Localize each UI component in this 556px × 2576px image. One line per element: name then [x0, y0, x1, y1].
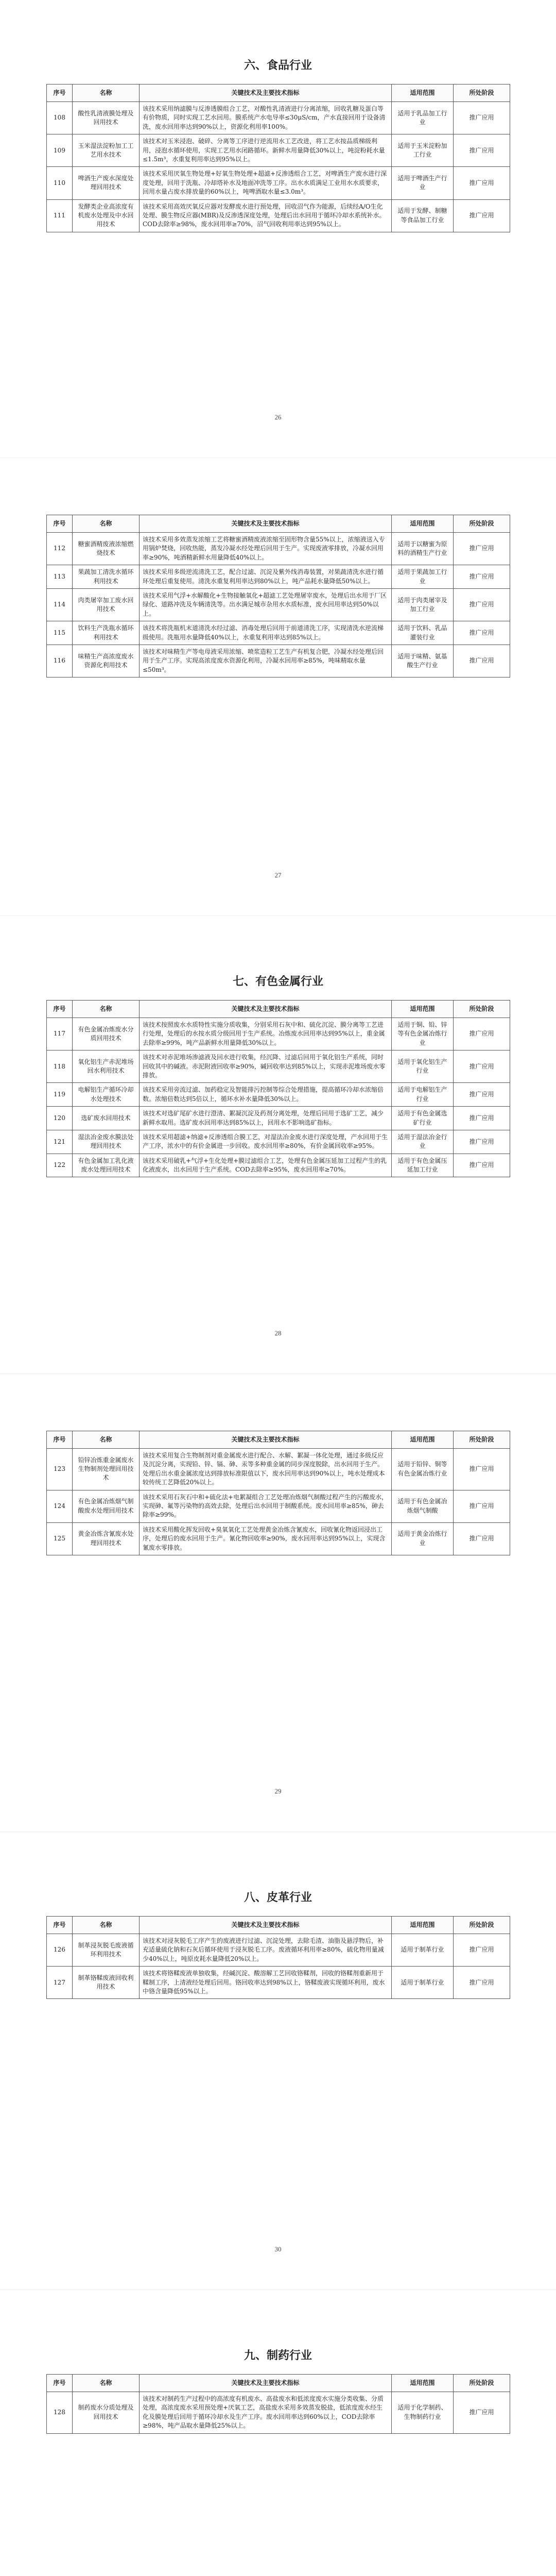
technology-description: 该技术对制药生产过程中的高浓度有机废水、高盐废水和低浓度废水实施分类收集、分质处理，高浓度废水采用预处理+厌氧工艺，高盐废水采用多效蒸发脱盐，低浓度废水经生化及膜处理后回用于循环冷却水及生产工序。废水回用率达到60%以上，COD去除率≥98%，吨产品取水量降低25%以上。 — [140, 2392, 392, 2434]
technology-name: 黄金冶炼含氰废水处理回用技术 — [73, 1522, 140, 1555]
technology-name: 果蔬加工清洗水循环利用技术 — [73, 565, 140, 589]
document-page — [0, 0, 556, 458]
technology-name: 有色金属冶炼废水分质回用技术 — [73, 1018, 140, 1050]
technology-description: 该技术将洗瓶机末道清洗水经过滤、消毒处理后回用于前道清洗工序，实现清洗水逆流梯级使用。洗瓶用水量降低40%以上，水重复利用率达到85%以上。 — [140, 621, 392, 645]
row-number: 127 — [47, 1967, 73, 1999]
application-scope: 适用于饮料、乳品灌装行业 — [392, 621, 454, 645]
technology-table — [46, 1431, 510, 1555]
technology-name: 玉米湿法淀粉加工工艺用水技术 — [73, 134, 140, 167]
column-header: 关键技术及主要技术指标 — [140, 515, 392, 533]
table-row — [47, 533, 510, 565]
column-header: 名称 — [73, 2375, 140, 2392]
column-header: 适用范围 — [392, 1001, 454, 1018]
technology-description: 该技术对味精生产等电母液采用浓缩、喷浆造粒工艺生产有机复合肥，冷凝水经处理后回用于生产工序。实现高浓度废水资源化利用，冷凝水回用率≥85%，吨味精取水量≤50m³。 — [140, 645, 392, 677]
technology-name: 电解铝生产循环冷却水处理技术 — [73, 1083, 140, 1107]
row-number: 112 — [47, 533, 73, 565]
row-number: 108 — [47, 102, 73, 134]
table-row — [47, 1967, 510, 1999]
column-header: 所处阶段 — [454, 1001, 510, 1018]
document-page — [0, 916, 556, 1374]
application-scope: 适用于黄金冶炼行业 — [392, 1522, 454, 1555]
column-header: 适用范围 — [392, 1431, 454, 1449]
application-scope: 适用于化学制药、生物制药行业 — [392, 2392, 454, 2434]
table-row — [47, 1130, 510, 1154]
page-number: 26 — [274, 413, 282, 421]
technology-name: 制革铬鞣废液回收利用技术 — [73, 1967, 140, 1999]
table-row — [47, 645, 510, 677]
application-scope: 适用于铅锌、铜等有色金属冶炼行业 — [392, 1449, 454, 1490]
table-row — [47, 134, 510, 167]
page-number: 30 — [274, 2245, 282, 2253]
technology-name: 选矿废水回用技术 — [73, 1107, 140, 1130]
stage: 推广应用 — [454, 1522, 510, 1555]
table-row — [47, 1934, 510, 1967]
technology-name: 制药废水分质处理及回用技术 — [73, 2392, 140, 2434]
table-row — [47, 1490, 510, 1522]
application-scope: 适用于玉米淀粉加工行业 — [392, 134, 454, 167]
technology-description: 该技术对玉米浸泡、破碎、分离等工序进行逆流用水工艺改进，将工艺水按品质梯级利用，浸泡水循环使用，实现工艺用水闭路循环。新鲜水用量降低30%以上，吨淀粉耗水量≤1.5m³，水重复利用率达到95%以上。 — [140, 134, 392, 167]
page-content — [46, 1431, 510, 1555]
stage: 推广应用 — [454, 588, 510, 621]
application-scope: 适用于有色金属压延加工行业 — [392, 1154, 454, 1177]
column-header: 关键技术及主要技术指标 — [140, 2375, 392, 2392]
row-number: 124 — [47, 1490, 73, 1522]
column-header: 序号 — [47, 515, 73, 533]
application-scope: 适用于乳品加工行业 — [392, 102, 454, 134]
section-title: 八、皮革行业 — [244, 1891, 312, 1904]
column-header: 适用范围 — [392, 515, 454, 533]
page-number: 29 — [274, 1787, 282, 1795]
application-scope: 适用于有色金属冶炼烟气制酸 — [392, 1490, 454, 1522]
technology-description: 该技术采用多级逆流清洗工艺，配合过滤、沉淀及紫外线消毒装置，对果蔬清洗水进行循环处理后重复使用。清洗水重复利用率达到80%以上，吨产品耗水量降低50%以上。 — [140, 565, 392, 589]
technology-description: 该技术采用破乳+气浮+生化处理+膜过滤组合工艺，处理有色金属压延加工过程产生的乳化液废水，出水回用于生产系统。COD去除率≥95%，废水回用率≥70%。 — [140, 1154, 392, 1177]
row-number: 118 — [47, 1050, 73, 1083]
page-content — [46, 973, 510, 1177]
application-scope: 适用于以糖蜜为原料的酒精生产行业 — [392, 533, 454, 565]
technology-name: 有色金属冶炼烟气制酸废水处理回用技术 — [73, 1490, 140, 1522]
page-content — [46, 515, 510, 677]
page-content — [46, 1889, 510, 1999]
page-number: 27 — [274, 871, 282, 879]
page-content — [46, 2347, 510, 2434]
table-row — [47, 1018, 510, 1050]
table-header-row — [47, 2375, 510, 2392]
row-number: 123 — [47, 1449, 73, 1490]
column-header: 关键技术及主要技术指标 — [140, 1431, 392, 1449]
table-row — [47, 102, 510, 134]
column-header: 适用范围 — [392, 2375, 454, 2392]
technology-name: 有色金属加工乳化液废水处理回用技术 — [73, 1154, 140, 1177]
column-header: 名称 — [73, 515, 140, 533]
technology-name: 肉类屠宰加工废水回用技术 — [73, 588, 140, 621]
row-number: 110 — [47, 167, 73, 199]
row-number: 109 — [47, 134, 73, 167]
table-header-row — [47, 84, 510, 102]
row-number: 126 — [47, 1934, 73, 1967]
stage: 推广应用 — [454, 1490, 510, 1522]
table-row — [47, 588, 510, 621]
technology-table — [46, 515, 510, 677]
column-header: 序号 — [47, 1431, 73, 1449]
application-scope: 适用于湿法冶金行业 — [392, 1130, 454, 1154]
application-scope: 适用于制革行业 — [392, 1934, 454, 1967]
row-number: 116 — [47, 645, 73, 677]
stage: 推广应用 — [454, 1107, 510, 1130]
row-number: 115 — [47, 621, 73, 645]
row-number: 120 — [47, 1107, 73, 1130]
column-header: 序号 — [47, 2375, 73, 2392]
application-scope: 适用于有色金属选矿行业 — [392, 1107, 454, 1130]
stage: 推广应用 — [454, 167, 510, 199]
technology-name: 氧化铝生产赤泥堆场回水利用技术 — [73, 1050, 140, 1083]
row-number: 122 — [47, 1154, 73, 1177]
column-header: 关键技术及主要技术指标 — [140, 1917, 392, 1934]
stage: 推广应用 — [454, 1934, 510, 1967]
table-header-row — [47, 515, 510, 533]
technology-name: 湿法冶金废水膜法处理回用技术 — [73, 1130, 140, 1154]
technology-table — [46, 84, 510, 232]
column-header: 名称 — [73, 1431, 140, 1449]
technology-description: 该技术对浸灰脱毛工序产生的废液进行过滤、沉淀处理，去除毛渣、油脂及悬浮物后，补充适量硫化钠和石灰后循环使用于浸灰脱毛工序。废液循环利用率≥80%，硫化物用量减少40%以上，吨原皮耗水量降低20%以上。 — [140, 1934, 392, 1967]
stage: 推广应用 — [454, 533, 510, 565]
page-number: 28 — [274, 1329, 282, 1337]
table-row — [47, 565, 510, 589]
column-header: 关键技术及主要技术指标 — [140, 84, 392, 102]
application-scope: 适用于电解铝生产行业 — [392, 1083, 454, 1107]
table-row — [47, 1154, 510, 1177]
application-scope: 适用于果蔬加工行业 — [392, 565, 454, 589]
row-number: 117 — [47, 1018, 73, 1050]
application-scope: 适用于铜、铅、锌等有色金属冶炼行业 — [392, 1018, 454, 1050]
column-header: 所处阶段 — [454, 84, 510, 102]
section-title: 六、食品行业 — [244, 59, 312, 72]
table-row — [47, 621, 510, 645]
column-header: 所处阶段 — [454, 2375, 510, 2392]
stage: 推广应用 — [454, 2392, 510, 2434]
column-header: 适用范围 — [392, 1917, 454, 1934]
technology-description: 该技术对选矿尾矿水进行澄清、絮凝沉淀及药剂分离处理，处理后回用于选矿工艺，减少新鲜水取用。选矿废水回用率达到85%以上，回用水不影响选矿指标。 — [140, 1107, 392, 1130]
stage: 推广应用 — [454, 134, 510, 167]
technology-description: 该技术采用气浮+水解酸化+生物接触氧化+超滤工艺处理屠宰废水，处理后出水用于厂区绿化、道路冲洗及车辆清洗等。出水满足城市杂用水水质标准，废水回用率达到50%以上。 — [140, 588, 392, 621]
table-header-row — [47, 1001, 510, 1018]
table-header-row — [47, 1917, 510, 1934]
technology-name: 啤酒生产废水深度处理回用技术 — [73, 167, 140, 199]
stage: 推广应用 — [454, 1449, 510, 1490]
table-row — [47, 167, 510, 199]
table-row — [47, 1449, 510, 1490]
technology-description: 该技术采用酸化挥发回收+臭氧氧化工艺处理黄金冶炼含氰废水，回收氰化物返回浸出工序，处理后的废水回用于生产。氰化物回收率≥90%，废水回用率达到95%以上，实现含氰废水零排放。 — [140, 1522, 392, 1555]
stage: 推广应用 — [454, 1967, 510, 1999]
technology-description: 该技术采用超滤+纳滤+反渗透组合膜工艺，对湿法冶金废水进行深度处理，产水回用于生产工序，浓水中的有价金属进一步回收。废水回用率≥80%，有价金属回收率≥95%。 — [140, 1130, 392, 1154]
column-header: 序号 — [47, 84, 73, 102]
document-page — [0, 1832, 556, 2290]
row-number: 128 — [47, 2392, 73, 2434]
document-page — [0, 458, 556, 916]
technology-table — [46, 2374, 510, 2434]
stage: 推广应用 — [454, 102, 510, 134]
application-scope: 适用于味精、氨基酸生产行业 — [392, 645, 454, 677]
stage: 推广应用 — [454, 1018, 510, 1050]
technology-name: 糖蜜酒精废液浓缩燃烧技术 — [73, 533, 140, 565]
column-header: 关键技术及主要技术指标 — [140, 1001, 392, 1018]
application-scope: 适用于氧化铝生产行业 — [392, 1050, 454, 1083]
stage: 推广应用 — [454, 1130, 510, 1154]
technology-description: 该技术采用复合生物制剂对重金属废水进行配合、水解、絮凝一体化处理，通过多级反应及沉淀分离，实现铅、锌、镉、砷、汞等多种重金属的同步深度脱除，出水回用于生产。处理后出水重金属浓度达到排放标准限值以下，废水回用率达到90%以上，吨水处理成本较传统工艺降低20%以上。 — [140, 1449, 392, 1490]
row-number: 121 — [47, 1130, 73, 1154]
technology-name: 发酵类企业高浓度有机废水处理及中水回用技术 — [73, 199, 140, 232]
application-scope: 适用于制革行业 — [392, 1967, 454, 1999]
technology-table — [46, 1916, 510, 1999]
stage: 推广应用 — [454, 565, 510, 589]
column-header: 适用范围 — [392, 84, 454, 102]
application-scope: 适用于发酵、制糖等食品加工行业 — [392, 199, 454, 232]
stage: 推广应用 — [454, 1083, 510, 1107]
table-row — [47, 199, 510, 232]
column-header: 名称 — [73, 84, 140, 102]
row-number: 114 — [47, 588, 73, 621]
page-content — [46, 57, 510, 232]
technology-name: 饮料生产洗瓶水循环利用技术 — [73, 621, 140, 645]
technology-description: 该技术采用厌氧生物处理+好氧生物处理+超滤+反渗透组合工艺，对啤酒生产废水进行深度处理，回用于洗瓶、冷却塔补水及地面冲洗等工序。出水水质满足工业用水水质要求，回用水量占废水排放量的60%以上，吨啤酒取水量≤3.0m³。 — [140, 167, 392, 199]
table-row — [47, 2392, 510, 2434]
technology-description: 该技术采用多效蒸发浓缩工艺将糖蜜酒精废液浓缩至固形物含量55%以上，浓缩液送入专用锅炉焚烧，回收热能，蒸发冷凝水经处理后回用于生产。实现废液零排放，冷凝水回用率≥90%，吨酒精新鲜水用量降低40%以上。 — [140, 533, 392, 565]
column-header: 序号 — [47, 1001, 73, 1018]
column-header: 所处阶段 — [454, 1917, 510, 1934]
technology-name: 铅锌冶炼重金属废水生物制剂处理回用技术 — [73, 1449, 140, 1490]
technology-description: 该技术按照废水水质特性实施分质收集，分别采用石灰中和、硫化沉淀、膜分离等工艺进行处理，处理后的水按水质分级回用于生产系统。冶炼废水回用率达到95%以上，重金属去除率≥99%，吨产品新鲜水用量降低30%以上。 — [140, 1018, 392, 1050]
document-page — [0, 2290, 556, 2576]
table-row — [47, 1107, 510, 1130]
table-row — [47, 1050, 510, 1083]
table-row — [47, 1083, 510, 1107]
stage: 推广应用 — [454, 1050, 510, 1083]
column-header: 所处阶段 — [454, 515, 510, 533]
technology-description: 该技术采用纳滤膜与反渗透膜组合工艺，对酸性乳清液进行分离浓缩，回收乳糖及蛋白等有价物质，同时实现工艺水回用。膜系统产水电导率≤30μS/cm，产水直接回用于设备清洗，废水回用率达到90%以上，资源化利用率100%。 — [140, 102, 392, 134]
technology-description: 该技术将铬鞣废液单独收集，经碱沉淀、酸溶解工艺回收铬鞣剂，回收的铬鞣剂重新用于鞣制工序，上清液经处理后回用。铬回收率达到98%以上，铬鞣废液实现循环利用，废水中铬含量降低95%以上。 — [140, 1967, 392, 1999]
technology-description: 该技术采用高效厌氧反应器对发酵废水进行预处理，回收沼气作为能源，后续经A/O生化处理、膜生物反应器(MBR)及反渗透深度处理，处理后出水回用于循环冷却水系统补水。COD去除率≥98%，废水回用率≥70%，沼气回收利用率达到95%以上。 — [140, 199, 392, 232]
section-title: 七、有色金属行业 — [232, 975, 323, 988]
technology-name: 酸性乳清液膜处理及回用技术 — [73, 102, 140, 134]
row-number: 119 — [47, 1083, 73, 1107]
row-number: 125 — [47, 1522, 73, 1555]
application-scope: 适用于啤酒生产行业 — [392, 167, 454, 199]
row-number: 111 — [47, 199, 73, 232]
row-number: 113 — [47, 565, 73, 589]
technology-table — [46, 1000, 510, 1177]
column-header: 名称 — [73, 1917, 140, 1934]
column-header: 所处阶段 — [454, 1431, 510, 1449]
column-header: 名称 — [73, 1001, 140, 1018]
table-row — [47, 1522, 510, 1555]
column-header: 序号 — [47, 1917, 73, 1934]
table-header-row — [47, 1431, 510, 1449]
document-page — [0, 1374, 556, 1832]
technology-description: 该技术采用石灰石中和+硫化法+电絮凝组合工艺处理冶炼烟气制酸过程产生的污酸废水，实现砷、氟等污染物的高效去除，处理后出水回用于制酸系统。废水回用率≥85%，砷去除率≥99%。 — [140, 1490, 392, 1522]
stage: 推广应用 — [454, 645, 510, 677]
technology-description: 该技术对赤泥堆场渗滤液及回水进行收集，经沉降、过滤后回用于氧化铝生产系统，同时回收其中的碱液。赤泥附液回收率≥90%，碱回收率达到85%以上，实现赤泥堆场废水零排放。 — [140, 1050, 392, 1083]
technology-name: 味精生产高浓度废水资源化利用技术 — [73, 645, 140, 677]
stage: 推广应用 — [454, 1154, 510, 1177]
stage: 推广应用 — [454, 199, 510, 232]
technology-name: 制革浸灰脱毛废液循环利用技术 — [73, 1934, 140, 1967]
technology-description: 该技术采用旁流过滤、加药稳定及智能排污控制等综合处理措施，提高循环冷却水浓缩倍数。浓缩倍数达到5倍以上，循环水补水量降低30%以上。 — [140, 1083, 392, 1107]
application-scope: 适用于肉类屠宰及加工行业 — [392, 588, 454, 621]
stage: 推广应用 — [454, 621, 510, 645]
section-title: 九、制药行业 — [244, 2349, 312, 2362]
